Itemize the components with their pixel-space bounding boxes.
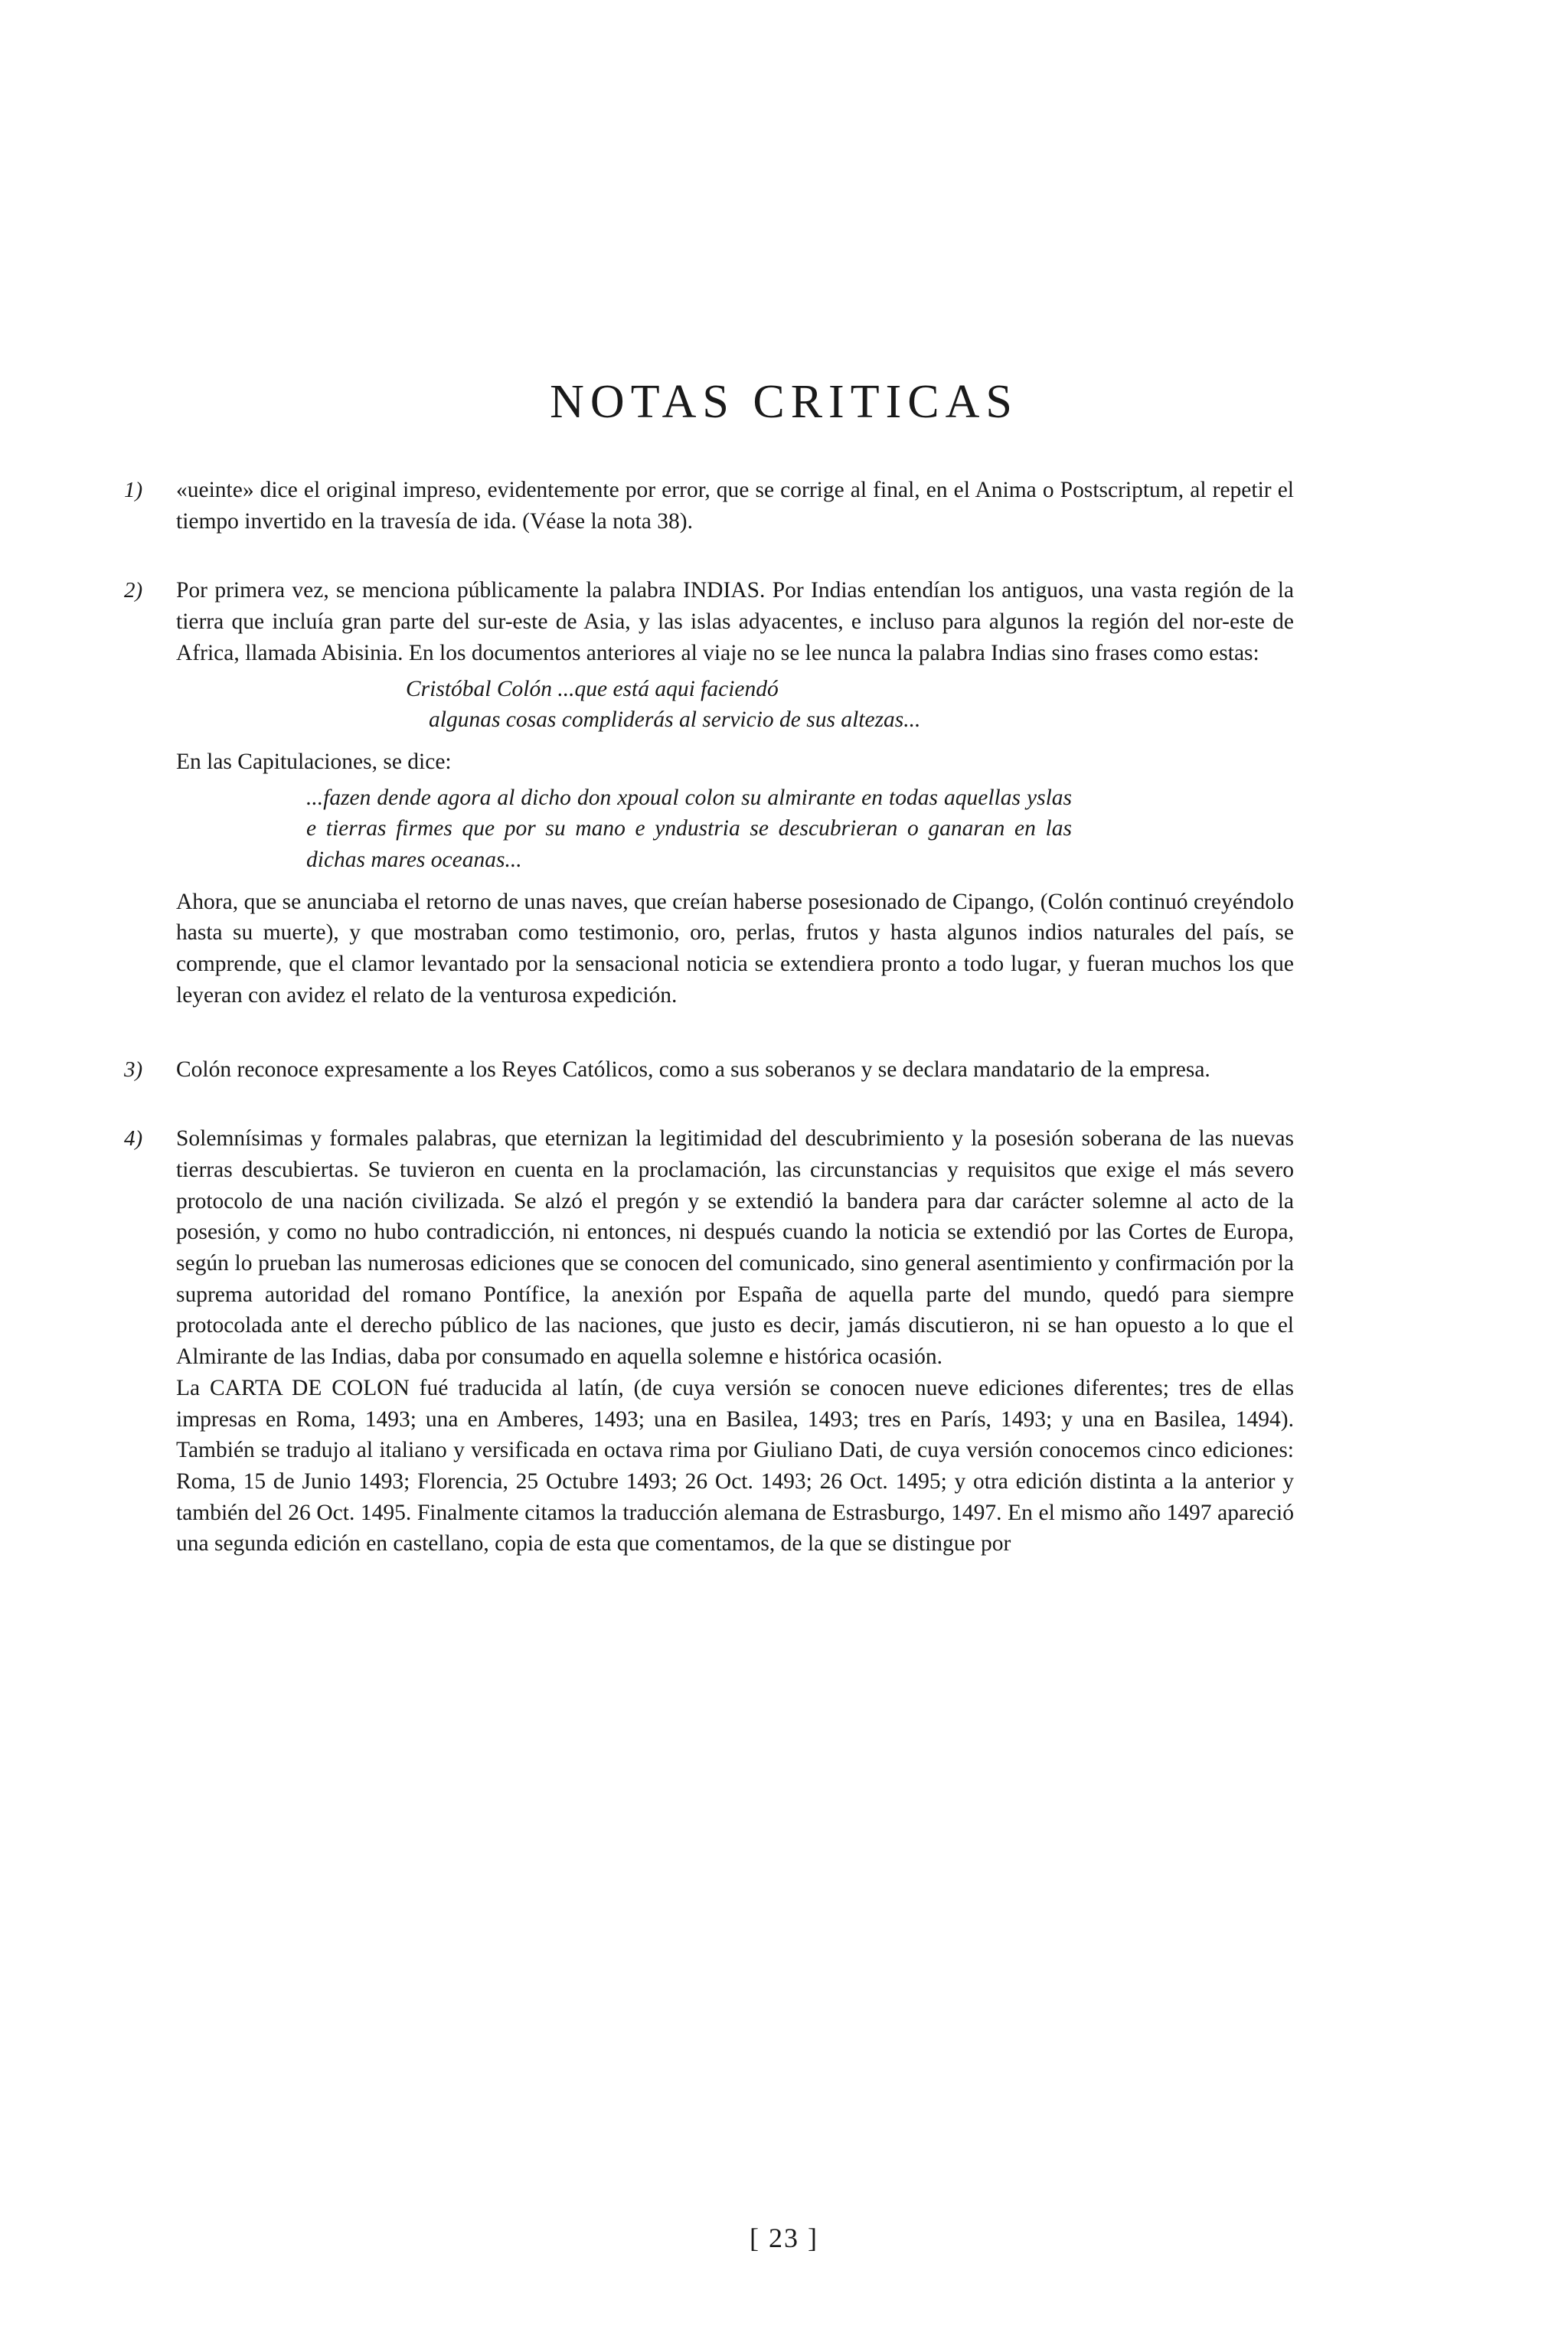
page-number: [ 23 ] (750, 2223, 818, 2253)
note-text: Solemnísimas y formales palabras, que eternizan la legitimidad del descubrimiento y la posesión soberana de las nuevas tierras descubiertas. Se tuvieron en cuenta en la proclamación, las circunstancias y requisitos que exige el más severo protocolo de una nación civilizada. Se alzó el pregón y se extendió la bandera para dar carácter solemne al acto de la posesión, y como no hubo contradicción, ni entonces, ni después cuando la noticia se extendió por las Cortes de Europa, según lo prueban las numerosas ediciones que se conocen del comunicado, sino general asentimiento y confirmación por la suprema autoridad del romano Pontífice, la anexión por España de aquella parte del mundo, quedó para siempre protocolada ante el derecho público de las naciones, que justo es decir, jamás discutieron, ni se han opuesto a lo que el Almirante de las Indias, daba por consumado en aquella solemne e histórica ocasión. (176, 1126, 1294, 1370)
note-number: 3) (124, 1057, 143, 1082)
page-title: NOTAS CRITICAS (550, 376, 1018, 428)
note-text: «ueinte» dice el original impreso, evidentemente por error, que se corrige al final, en el Anima o Postscriptum, al repetir el tiempo invertido en la travesía de ida. (Véase la nota 38). (176, 478, 1294, 534)
note-continuation: La CARTA DE COLON fué traducida al latín, (de cuya versión se conocen nueve ediciones diferentes; tres de ellas impresas en Roma, 1493; una en Amberes, 1493; una en Basilea, 1493; tres en París, 1493; y una en Basilea, 1494). También se tradujo al italiano y versificada en octava rima por Giuliano Dati, de cuya versión conocemos cinco ediciones: Roma, 15 de Junio 1493; Florencia, 25 Octubre 1493; 26 Oct. 1493; 26 Oct. 1495; y otra edición distinta a la anterior y también del 26 Oct. 1495. Finalmente citamos la traducción alemana de Estrasburgo, 1497. En el mismo año 1497 apareció una segunda edición en castellano, copia de esta que comentamos, de la que se distingue por (176, 1375, 1294, 1557)
quote-line: algunas cosas compliderás al servicio de sus altezas... (429, 707, 921, 733)
capitulaciones-lead-in: En las Capitulaciones, se dice: (176, 749, 452, 774)
quote-capitulaciones: ...fazen dende agora al dicho don xpoual colon su almirante en todas aquellas yslas e tierras firmes que por su mano e yndustria se descubrieran o ganaran en las dichas mares oceanas... (306, 785, 1072, 873)
note-number: 1) (124, 478, 143, 502)
note-intro: Por primera vez, se menciona públicamente la palabra INDIAS. Por Indias entendían los antiguos, una vasta región de la tierra que incluía gran parte del sur-este de Asia, y las islas adyacentes, e incluso para algunos la región del nor-este de Africa, llamada Abisinia. En los documentos anteriores al viaje no se lee nunca la palabra Indias sino frases como estas: (176, 578, 1294, 665)
note-closing: Ahora, que se anunciaba el retorno de unas naves, que creían haberse posesionado de Cipango, (Colón continuó creyéndolo hasta su muerte), y que mostraban como testimonio, oro, perlas, frutos y hasta algunos indios naturales del país, se comprende, que el clamor levantado por la sensacional noticia se extendiera pronto a todo lugar, y fueran muchos los que leyeran con avidez el relato de la venturosa expedición. (176, 889, 1294, 1008)
notes-list (124, 475, 1294, 1560)
note-4 (124, 1123, 1294, 1560)
quote-line: Cristóbal Colón ...que está aqui faciendó (406, 676, 779, 701)
note-number: 4) (124, 1126, 143, 1152)
quote-cristobal-colon (176, 674, 1294, 736)
note-2 (124, 575, 1294, 1011)
note-text: Colón reconoce expresamente a los Reyes Católicos, como a sus soberanos y se declara mandatario de la empresa. (176, 1057, 1210, 1082)
note-3 (124, 1054, 1294, 1086)
note-number: 2) (124, 578, 143, 603)
note-1 (124, 475, 1294, 537)
